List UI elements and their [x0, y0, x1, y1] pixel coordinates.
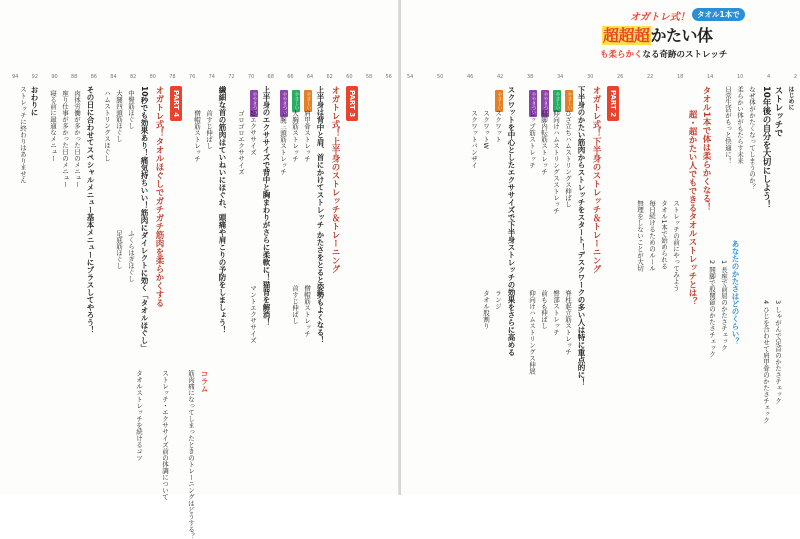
pn: 2 — [793, 74, 797, 80]
pn: 56 — [385, 74, 392, 80]
intro-label: はじめに — [787, 86, 794, 110]
right-page — [401, 0, 800, 495]
pn: 82 — [129, 74, 137, 80]
pn: 84 — [110, 74, 117, 80]
part2-item-8: 仰向けハムストリングス伸展 — [528, 290, 536, 375]
intro-title-2: 10年後の自分を大切にしよう！ — [761, 86, 771, 209]
pn: 60 — [346, 74, 353, 80]
part2-item-2: 仰向けハムストリングスストレッチ — [552, 110, 560, 214]
part2-heading: オガトレ式！下半身のストレッチ＆トレーニング — [591, 86, 601, 273]
special-menu-1: 肉体労働が多かった日のメニュー — [73, 90, 81, 188]
check-item-3: 3 しゃがんで足首のかたさチェック — [774, 300, 782, 404]
part2-tab: PART 2 — [607, 86, 619, 121]
pn: 54 — [407, 74, 414, 80]
pn: 18 — [677, 74, 684, 80]
page-numbers-left — [12, 74, 392, 80]
tag-hard: ややきつい — [282, 92, 287, 115]
book-logo — [600, 8, 790, 66]
check-heading: あなたのかたさはどのくらい？ — [731, 240, 740, 345]
pn: 94 — [12, 74, 19, 80]
part3-ex-3: マントエクササイズ — [249, 285, 257, 344]
part2-ex-3: スクワットバンザイ — [470, 110, 478, 169]
pn: 62 — [326, 74, 333, 80]
logo-title-rest: かたい体 — [650, 26, 713, 45]
part4-heading: オガトレ式！タオルほぐしでガチガチ筋肉を柔らかくする — [154, 86, 164, 307]
pn: 26 — [617, 74, 624, 80]
part1-item-1: ストレッチの前にやってみよう — [672, 200, 680, 291]
part2-item-5: 脊柱起立筋ストレッチ — [564, 290, 572, 355]
part3-item-2: 大胸筋ストレッチ — [291, 110, 299, 162]
pn: 14 — [707, 74, 714, 80]
part3-item-5: 首すじ伸ばし — [291, 285, 299, 324]
tag-easy: やさしい — [567, 92, 572, 110]
pn: 74 — [208, 74, 215, 80]
pn: 76 — [188, 74, 196, 80]
logo-badge: タオル1本で — [692, 8, 745, 21]
pn: 88 — [70, 74, 78, 80]
part3-subheading: 上半身は背中と肩、首にかけてストレッチ かたさをとると姿勢もよくなる！ — [316, 86, 325, 344]
part4-item-2: 大腿四頭筋ほぐし — [115, 90, 123, 142]
part3-heading: オガトレ式！上半身のストレッチ＆トレーニング — [330, 86, 340, 273]
pn: 10 — [737, 74, 744, 80]
pn: 72 — [228, 74, 235, 80]
tag-hard: ややきつい — [543, 92, 548, 115]
pn: 78 — [169, 74, 176, 80]
end-line: ストレッチに終わりはありません — [19, 86, 27, 184]
intro-line-1: なぜ体がかたくなってしまうのか？ — [748, 86, 756, 190]
part2-subheading-2: スクワットを中心としたエクササイズで下半身ストレッチの効果をさらに高める — [507, 86, 516, 356]
part4-item-5: 足底筋ほぐし — [115, 230, 123, 269]
logo-title — [602, 23, 713, 46]
end-heading: おわりに — [30, 86, 39, 116]
check-item-1: 1 長座で前屈のかたさチェック — [720, 260, 728, 351]
part2-ex-4: ランジ — [494, 290, 502, 310]
part2-item-7: 前もも伸ばし — [540, 290, 548, 329]
part3-item-4: 僧帽筋ストレッチ — [303, 285, 311, 337]
part3-item-3: 上腕三頭筋ストレッチ — [279, 110, 287, 175]
part3-ex-2: ゴロゴロエクササイズ — [237, 110, 245, 175]
part1-heading: タオル1本で体は柔らかくなる！ — [701, 86, 711, 211]
pn: 58 — [365, 74, 373, 80]
part3-neck-1: 首すじ伸ばし — [205, 110, 213, 149]
tag-easy: やさしい — [497, 92, 502, 110]
tag-easy: やさしい — [555, 92, 560, 110]
part4-item-3: ハムストリングスほぐし — [103, 90, 111, 162]
page-numbers-right — [407, 74, 797, 80]
column-item-3: タオルストレッチを続けるコツ — [135, 370, 143, 461]
part1-subheading: 超・超かたい人でもできるタオルストレッチとは？ — [687, 110, 697, 306]
special-menu-2: 座り仕事が多かった日のメニュー — [61, 90, 69, 188]
logo-brand: オガトレ式！ — [630, 12, 690, 23]
pn: 4 — [767, 74, 771, 80]
pn: 66 — [287, 74, 294, 80]
intro-line-3: 日常生活がもっと快適に！ — [724, 86, 732, 164]
part3-neck-2: 僧帽筋ストレッチ — [193, 110, 201, 162]
part3-ex-1: Wエクササイズ — [249, 110, 257, 156]
tag-easy: やさしい — [306, 92, 311, 110]
intro-title-1: ストレッチで — [773, 86, 783, 137]
pn: 30 — [587, 74, 594, 80]
pn: 68 — [267, 74, 274, 80]
tag-hard: ややきつい — [531, 92, 536, 115]
pn: 70 — [247, 74, 255, 80]
pn: 38 — [527, 74, 534, 80]
pn: 86 — [90, 74, 97, 80]
pn: 90 — [51, 74, 58, 80]
part2-ex-5: タオル股割り — [482, 290, 490, 329]
part4-subheading: 10秒でも効果あり！痛気持ちいい！筋肉にダイレクトに効く「タオルほぐし」 — [140, 86, 149, 352]
special-menu-3: 寝る前に最適なメニュー — [49, 90, 57, 162]
part4-tab: PART 4 — [170, 86, 182, 121]
part2-subheading: 下半身のかたい筋肉からストレッチをスタート！デスクワークの多い人は特に重点的に！ — [577, 86, 586, 386]
part1-item-2: タオル1本で始められる — [660, 200, 668, 270]
check-item-4: 4 ひじを合わせて肩甲骨のかたさチェック — [762, 300, 770, 424]
part4-subheading-2: その日に合わせてスペシャルメニュー基本メニューにプラスしてやろう！ — [86, 86, 95, 334]
check-item-2: 2 開脚で股関節のかたさチェック — [708, 260, 716, 358]
logo-title-accent: 超超超 — [603, 26, 650, 45]
pn: 22 — [647, 74, 654, 80]
part4-item-1: 中臀筋ほぐし — [127, 90, 135, 129]
logo-subtitle — [600, 48, 727, 60]
part2-item-6: 臀部ストレッチ — [552, 290, 560, 336]
left-page — [0, 0, 399, 539]
part4-item-4: ふくらはぎほぐし — [127, 230, 135, 282]
pn: 46 — [467, 74, 474, 80]
part2-item-1: ひざ立ちハムストリングス伸ばし — [564, 110, 572, 208]
part3-tab: PART 3 — [346, 86, 358, 121]
logo-subtitle-accent: も柔らかく — [600, 50, 643, 60]
pn: 34 — [557, 74, 564, 80]
part1-item-3: 毎日続けるためのルール — [648, 200, 656, 272]
part2-item-4: ヒップ筋ストレッチ — [528, 110, 536, 169]
intro-line-2: 柔らかい体がもたらす未来 — [736, 86, 744, 164]
part2-ex-2: スクワットW — [482, 110, 490, 149]
pn: 92 — [31, 74, 39, 80]
tag-easy: やさしい — [294, 92, 299, 110]
part3-subheading-2: 上半身のエクササイズで背中と胸まわりがさらに柔軟に！猫背を解消！ — [262, 86, 271, 326]
part1-item-4: 無理をしないことが大切 — [636, 200, 644, 272]
tag-hard: ややきつい — [252, 92, 257, 115]
part3-item-1: 肩甲骨ストレッチ — [303, 110, 311, 162]
column-item-1: 筋肉痛になってしまったときのトレーニングはどうする？ — [187, 370, 195, 539]
logo-subtitle-rest: なる奇跡のストレッチ — [642, 50, 728, 60]
pn: 80 — [149, 74, 156, 80]
part2-item-3: 開脚内転筋ストレッチ — [540, 110, 548, 175]
part3-subheading-3: 繊細な首の筋肉はていねいにほぐれ、頭痛や肩こりの予防をしましょう！ — [218, 86, 227, 334]
pn: 42 — [497, 74, 504, 80]
part2-ex-1: スクワット — [494, 110, 502, 143]
column-heading: コラム — [200, 370, 209, 393]
column-item-2: ストレッチ・エクササイズ前の体調について — [161, 370, 169, 500]
pn: 64 — [306, 74, 314, 80]
pn: 50 — [437, 74, 444, 80]
